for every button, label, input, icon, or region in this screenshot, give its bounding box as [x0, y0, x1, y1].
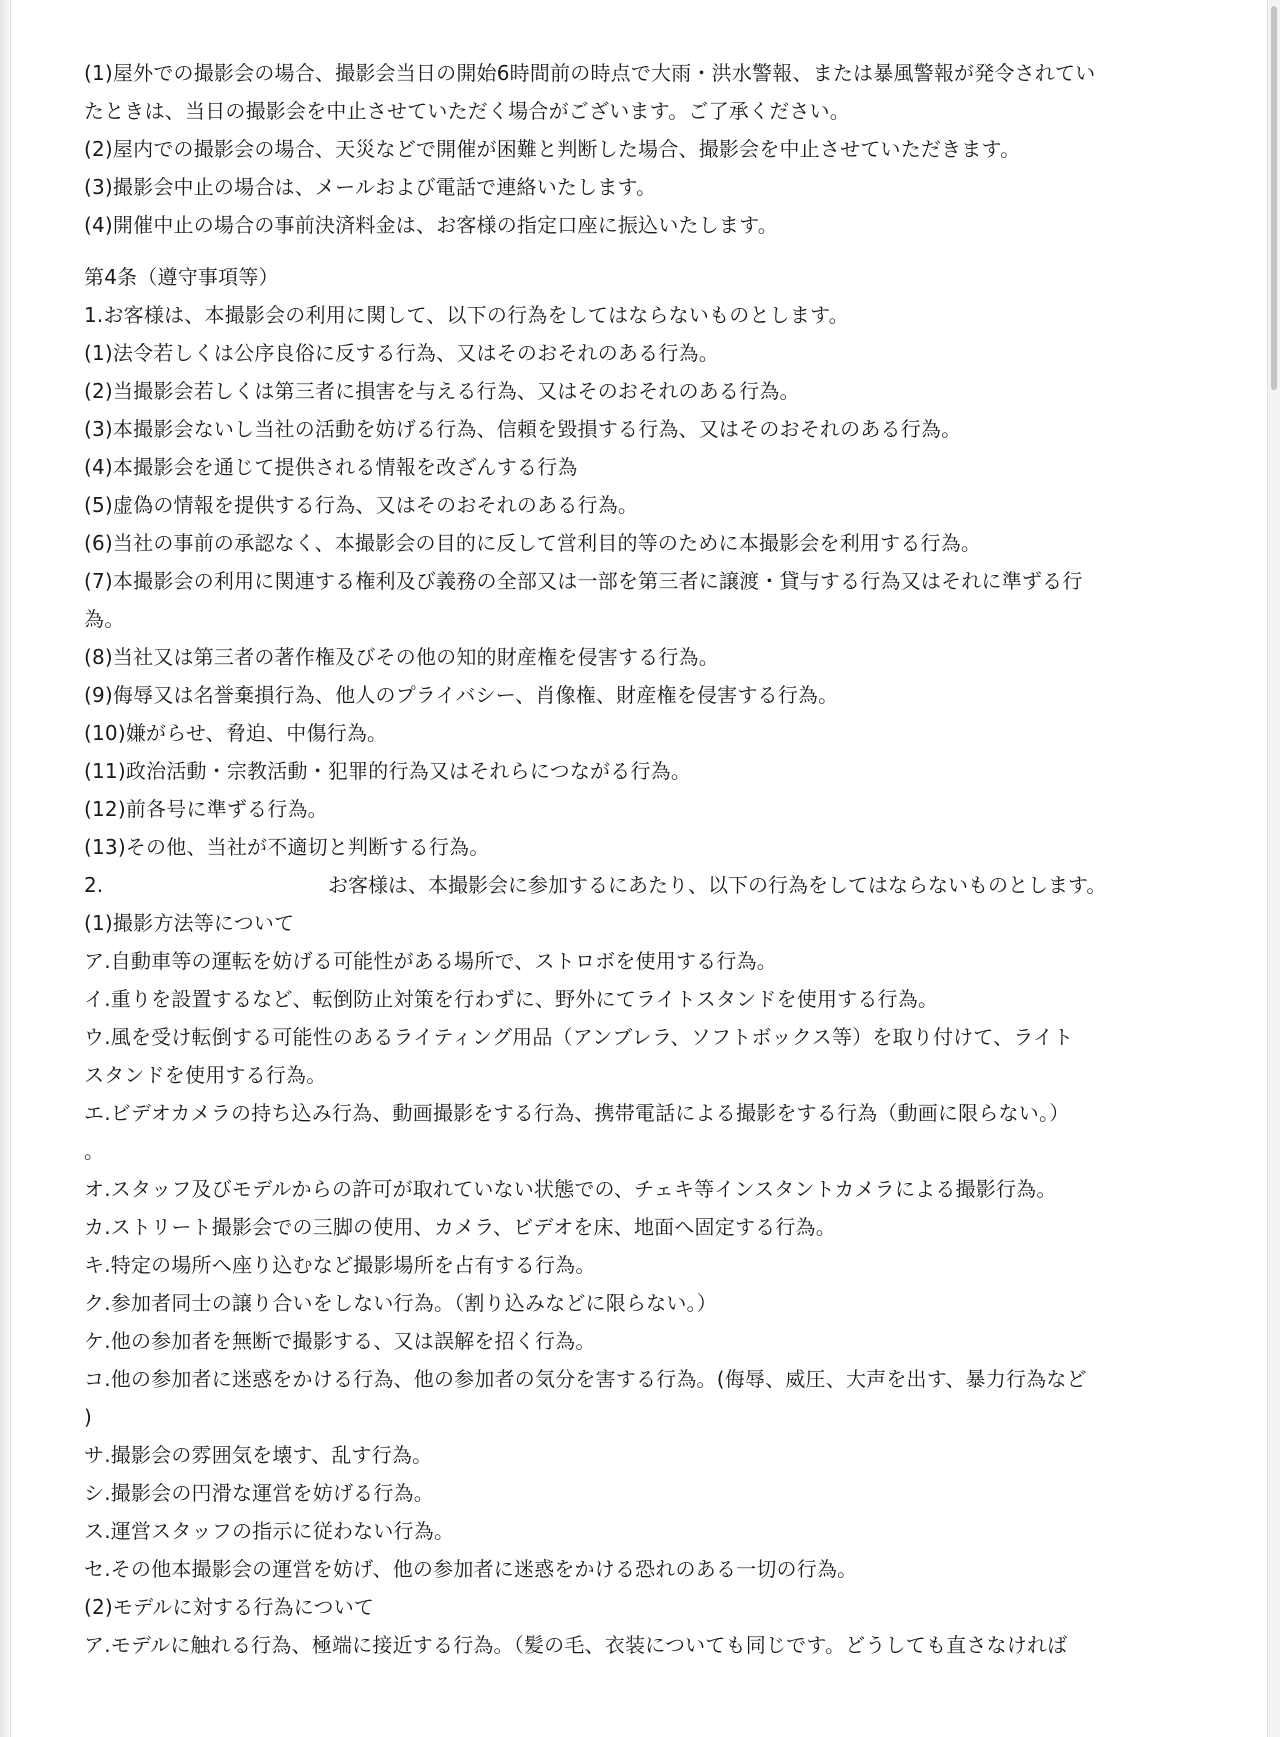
text-line: (2)屋内での撮影会の場合、天災などで開催が困難と判断した場合、撮影会を中止させていただきます。 — [84, 137, 1021, 161]
text-line: スタンドを使用する行為。 — [84, 1063, 327, 1087]
text-line: たときは、当日の撮影会を中止させていただく場合がございます。ご了承ください。 — [84, 99, 850, 123]
article-4 — [84, 258, 1196, 1664]
text-line: ス.運営スタッフの指示に従わない行為。 — [84, 1519, 455, 1543]
text-line: (11)政治活動・宗教活動・犯罪的行為又はそれらにつながる行為。 — [84, 759, 692, 783]
text-line: (12)前各号に準ずる行為。 — [84, 797, 328, 821]
text-line: (10)嫌がらせ、脅迫、中傷行為。 — [84, 721, 388, 745]
text-line: ) — [84, 1405, 93, 1429]
scrollbar-thumb[interactable] — [1271, 6, 1277, 390]
text-line: ア.モデルに触れる行為、極端に接近する行為。（髪の毛、衣装についても同じです。どうしても直さなければ — [84, 1633, 1068, 1657]
text-line: (2)モデルに対する行為について — [84, 1595, 375, 1619]
text-line: (1)屋外での撮影会の場合、撮影会当日の開始6時間前の時点で大雨・洪水警報、または暴風警報が発令されてい — [84, 61, 1096, 85]
text-line: セ.その他本撮影会の運営を妨げ、他の参加者に迷惑をかける恐れのある一切の行為。 — [84, 1557, 858, 1581]
page-left-edge — [0, 0, 11, 1737]
text-line: イ.重りを設置するなど、転倒防止対策を行わずに、野外にてライトスタンドを使用する行為。 — [84, 987, 939, 1011]
paragraph-gap — [84, 244, 1196, 258]
text-line: (9)侮辱又は名誉棄損行為、他人のプライバシー、肖像権、財産権を侵害する行為。 — [84, 683, 839, 707]
text-line: (8)当社又は第三者の著作権及びその他の知的財産権を侵害する行為。 — [84, 645, 719, 669]
text-line: キ.特定の場所へ座り込むなど撮影場所を占有する行為。 — [84, 1253, 596, 1277]
item-2-text: お客様は、本撮影会に参加するにあたり、以下の行為をしてはならないものとします。 — [328, 873, 1107, 897]
text-line: サ.撮影会の雰囲気を壊す、乱す行為。 — [84, 1443, 433, 1467]
text-line: ウ.風を受け転倒する可能性のあるライティング用品（アンブレラ、ソフトボックス等）を取り付けて、ライト — [84, 1025, 1074, 1049]
cancellation-clauses — [84, 54, 1196, 244]
text-line: 為。 — [84, 607, 125, 631]
text-line: ク.参加者同士の譲り合いをしない行為。（割り込みなどに限らない。） — [84, 1291, 717, 1315]
text-line: 1.お客様は、本撮影会の利用に関して、以下の行為をしてはならないものとします。 — [84, 303, 849, 327]
text-line: ア.自動車等の運転を妨げる可能性がある場所で、ストロボを使用する行為。 — [84, 949, 777, 973]
text-line: (1)法令若しくは公序良俗に反する行為、又はそのおそれのある行為。 — [84, 341, 719, 365]
terms-document — [84, 54, 1196, 1664]
text-line: (7)本撮影会の利用に関連する権利及び義務の全部又は一部を第三者に譲渡・貸与する行為又はそれに準ずる行 — [84, 569, 1083, 593]
text-line: (1)撮影方法等について — [84, 911, 295, 935]
text-line: (4)本撮影会を通じて提供される情報を改ざんする行為 — [84, 455, 578, 479]
article-heading: 第4条（遵守事項等） — [84, 265, 279, 289]
item-2-number: 2. — [84, 873, 104, 897]
item-2-line — [84, 866, 1196, 904]
text-line: (3)本撮影会ないし当社の活動を妨げる行為、信頼を毀損する行為、又はそのおそれのある行為。 — [84, 417, 962, 441]
text-line: (5)虚偽の情報を提供する行為、又はそのおそれのある行為。 — [84, 493, 639, 517]
text-line: シ.撮影会の円滑な運営を妨げる行為。 — [84, 1481, 434, 1505]
text-line: エ.ビデオカメラの持ち込み行為、動画撮影をする行為、携帯電話による撮影をする行為（動画に限らない。） — [84, 1101, 1070, 1125]
text-line: ケ.他の参加者を無断で撮影する、又は誤解を招く行為。 — [84, 1329, 596, 1353]
scrollbar-track[interactable] — [1267, 0, 1280, 1737]
text-line: (3)撮影会中止の場合は、メールおよび電話で連絡いたします。 — [84, 175, 657, 199]
text-line: コ.他の参加者に迷惑をかける行為、他の参加者の気分を害する行為。(侮辱、威圧、大声を出す、暴力行為など — [84, 1367, 1087, 1391]
text-line: (4)開催中止の場合の事前決済料金は、お客様の指定口座に振込いたします。 — [84, 213, 778, 237]
text-line: オ.スタッフ及びモデルからの許可が取れていない状態での、チェキ等インスタントカメラによる撮影行為。 — [84, 1177, 1057, 1201]
text-line: (2)当撮影会若しくは第三者に損害を与える行為、又はそのおそれのある行為。 — [84, 379, 800, 403]
text-line: (6)当社の事前の承認なく、本撮影会の目的に反して営利目的等のために本撮影会を利用する行為。 — [84, 531, 982, 555]
text-line: カ.ストリート撮影会での三脚の使用、カメラ、ビデオを床、地面へ固定する行為。 — [84, 1215, 836, 1239]
text-line: (13)その他、当社が不適切と判断する行為。 — [84, 835, 490, 859]
text-line: 。 — [84, 1139, 105, 1163]
